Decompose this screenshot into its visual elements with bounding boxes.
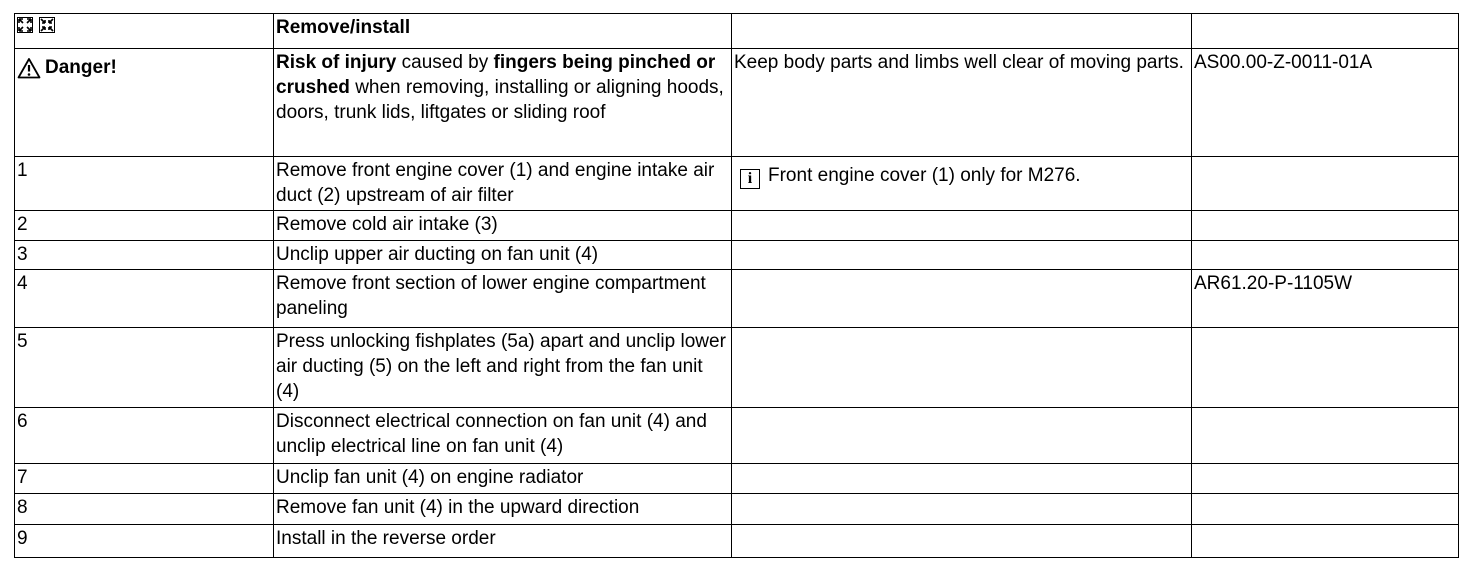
step-number: 1: [15, 157, 274, 211]
step-text: Remove cold air intake (3): [274, 211, 732, 241]
step-number: 8: [15, 494, 274, 525]
expand-arrows-icon[interactable]: [17, 17, 33, 33]
step-ref: [1192, 211, 1459, 241]
step-number: 5: [15, 328, 274, 408]
collapse-arrows-icon[interactable]: [39, 17, 55, 33]
step-note: [732, 525, 1192, 558]
step-row-6: [15, 408, 1459, 464]
step-row-4: [15, 270, 1459, 328]
step-note: [732, 211, 1192, 241]
step-number: 3: [15, 241, 274, 270]
step-number: 6: [15, 408, 274, 464]
step-row-3: [15, 241, 1459, 270]
header-icons-cell: [15, 14, 274, 49]
warning-triangle-icon: [17, 57, 41, 79]
step-text: Disconnect electrical connection on fan unit (4) and unclip electrical line on fan unit (4): [274, 408, 732, 464]
info-icon: i: [740, 169, 760, 189]
step-ref: [1192, 464, 1459, 494]
step-number: 2: [15, 211, 274, 241]
step-number: 4: [15, 270, 274, 328]
step-row-5: [15, 328, 1459, 408]
step-ref: [1192, 241, 1459, 270]
step-number: 7: [15, 464, 274, 494]
step-note: [732, 328, 1192, 408]
step-row-2: [15, 211, 1459, 241]
step-ref: [1192, 408, 1459, 464]
step-text: Install in the reverse order: [274, 525, 732, 558]
step-row-1: [15, 157, 1459, 211]
danger-cell: [15, 49, 274, 157]
danger-note: Keep body parts and limbs well clear of moving parts.: [732, 49, 1192, 157]
step-row-7: [15, 464, 1459, 494]
danger-row: [15, 49, 1459, 157]
step-number: 9: [15, 525, 274, 558]
step-ref: [1192, 157, 1459, 211]
step-note: i Front engine cover (1) only for M276.: [732, 157, 1192, 211]
header-title: Remove/install: [274, 14, 732, 49]
step-ref: [1192, 494, 1459, 525]
step-text: Unclip fan unit (4) on engine radiator: [274, 464, 732, 494]
danger-ref[interactable]: AS00.00-Z-0011-01A: [1192, 49, 1459, 157]
step-text: Remove front section of lower engine compartment paneling: [274, 270, 732, 328]
step-note: [732, 408, 1192, 464]
step-note: [732, 270, 1192, 328]
step-text: Press unlocking fishplates (5a) apart and unclip lower air ducting (5) on the left and right from the fan unit (4): [274, 328, 732, 408]
step-ref: [1192, 525, 1459, 558]
step-note: [732, 464, 1192, 494]
step-text: Remove fan unit (4) in the upward direction: [274, 494, 732, 525]
step-note: [732, 494, 1192, 525]
step-text: Remove front engine cover (1) and engine intake air duct (2) upstream of air filter: [274, 157, 732, 211]
header-row: [15, 14, 1459, 49]
danger-text: Risk of injury caused by fingers being pinched or crushed when removing, installing or aligning hoods, doors, trunk lids, liftgates or sliding roof: [274, 49, 732, 157]
step-note: [732, 241, 1192, 270]
step-row-9: [15, 525, 1459, 558]
step-text: Unclip upper air ducting on fan unit (4): [274, 241, 732, 270]
step-ref[interactable]: AR61.20-P-1105W: [1192, 270, 1459, 328]
danger-label: Danger!: [45, 57, 117, 78]
step-ref: [1192, 328, 1459, 408]
procedure-table: [14, 13, 1459, 558]
step-row-8: [15, 494, 1459, 525]
